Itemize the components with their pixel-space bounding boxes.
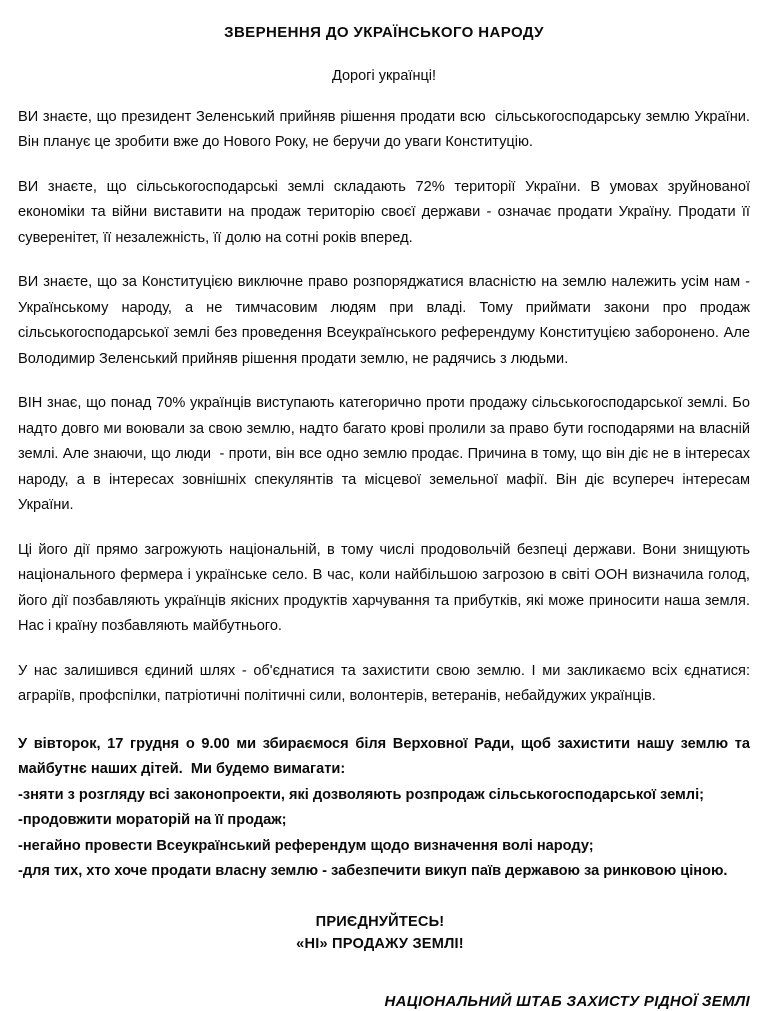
call-to-action-block	[18, 732, 755, 885]
page-title: ЗВЕРНЕННЯ ДО УКРАЇНСЬКОГО НАРОДУ	[224, 24, 544, 41]
demand-item: -зняти з розгляду всі законопроекти, які дозволяють розпродаж сільськогосподарської землі;	[18, 786, 704, 803]
demand-item: -для тих, хто хоче продати власну землю - забезпечити викуп паїв державою за ринковою ціною.	[18, 863, 728, 880]
paragraph: ВІН знає, що понад 70% українців виступають категорично проти продажу сільськогосподарської землі. Бо надто довго ми воювали за свою землю, надто багато крові пролили за право бути господарями на власній землі. Але знаючи, що люди - проти, він все одно землю продає. Причина в тому, що він діє не в інтересах народу, а в інтересах зовнішніх спекулянтів та місцевої земельної мафії. Він діє всупереч інтересам України.	[18, 395, 755, 514]
slogans-block	[18, 911, 750, 955]
slogan-join: ПРИЄДНУЙТЕСЬ!	[315, 913, 445, 930]
paragraph: У нас залишився єдиний шлях - об'єднатися та захистити свою землю. І ми закликаємо всіх єднатися: аграріїв, профспілки, патріотичні політичні сили, волонтерів, ветеранів, небайдужих українців.	[18, 662, 755, 705]
demand-item: -продовжити мораторій на її продаж;	[18, 812, 287, 829]
slogan-no-land-sale: «НІ» ПРОДАЖУ ЗЕМЛІ!	[296, 935, 464, 952]
body-paragraphs	[18, 105, 755, 710]
paragraph: ВИ знаєте, що за Конституцією виключне право розпоряджатися власністю на землю належить усім нам - Українському народу, а не тимчасовим людям при владі. Тому приймати закони про продаж сільськогосподарської землі без проведення Всеукраїнського референдуму Конституцією заборонено. Але Володимир Зеленський прийняв рішення продати землю, не радячись з людьми.	[18, 274, 755, 367]
signature-line: НАЦІОНАЛЬНИЙ ШТАБ ЗАХИСТУ РІДНОЇ ЗЕМЛІ	[384, 992, 750, 1010]
paragraph: ВИ знаєте, що президент Зеленський прийняв рішення продати всю сільськогосподарську землю України. Він планує це зробити вже до Нового Року, не беручи до уваги Конституцію.	[18, 108, 755, 151]
paragraph: ВИ знаєте, що сільськогосподарські землі складають 72% території України. В умовах зруйнованої економіки та війни виставити на продаж територію своєї держави - означає продати Україну. Продати її суверенітет, її незалежність, її долю на сотні років вперед.	[18, 178, 755, 246]
salutation-line: Дорогі українці!	[331, 67, 437, 84]
call-to-action-lead: У вівторок, 17 грудня о 9.00 ми збираємося біля Верховної Ради, щоб захистити нашу землю та майбутнє наших дітей. Ми будемо вимагати:	[18, 735, 755, 778]
demand-item: -негайно провести Всеукраїнський референдум щодо визначення волі народу;	[18, 837, 594, 854]
paragraph: Ці його дії прямо загрожують національній, в тому числі продовольчій безпеці держави. Вони знищують національного фермера і українське село. В час, коли найбільшою загрозою в світі ООН визначила голод, його дії позбавляють українців якісних продуктів харчування та прибутків, які може приносити наша земля. Нас і країну позбавляють майбутнього.	[18, 541, 755, 635]
